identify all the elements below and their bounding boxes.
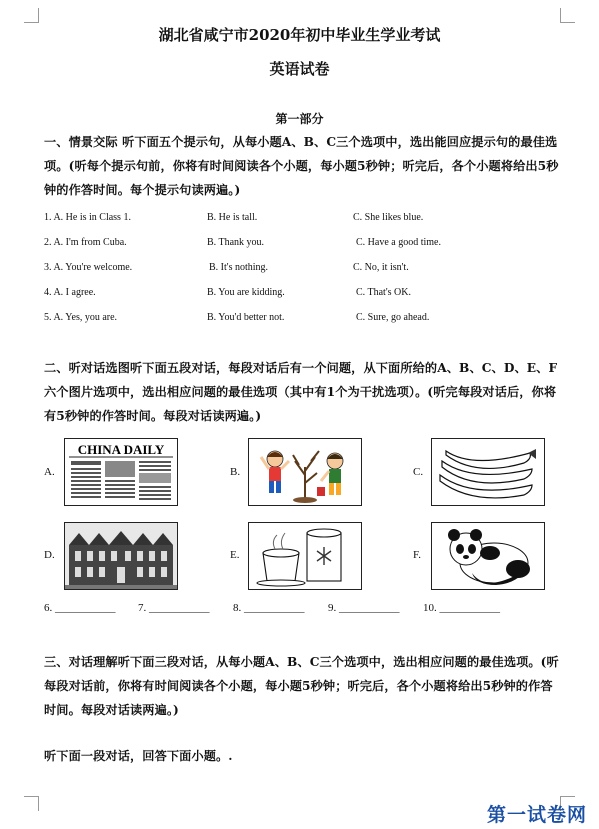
- q1-option-c: C. She likes blue.: [353, 212, 424, 223]
- picture-f-panda: [431, 522, 545, 590]
- picture-d-label: D.: [44, 549, 55, 561]
- q5-option-c: C. Sure, go ahead.: [356, 312, 430, 323]
- q4-option-b: B. You are kidding.: [207, 287, 285, 298]
- part-heading: 第一部分: [275, 112, 324, 126]
- picture-c-bananas: [431, 438, 545, 506]
- picture-b-planting-tree: [248, 438, 362, 506]
- q1-option-b: B. He is tall.: [207, 212, 258, 223]
- corner-mark-top-right: [560, 8, 575, 23]
- answer-blank-7[interactable]: 7. ___________: [138, 602, 210, 614]
- q5-option-b: B. You'd better not.: [207, 312, 285, 323]
- answer-blank-8[interactable]: 8. ___________: [233, 602, 305, 614]
- picture-d-building: [64, 522, 178, 590]
- picture-b-label: B.: [230, 466, 241, 478]
- q2-option-a: 2. A. I'm from Cuba.: [44, 237, 127, 248]
- corner-mark-bottom-left: [24, 796, 39, 811]
- picture-e-label: E.: [230, 549, 240, 561]
- q2-option-c: C. Have a good time.: [356, 237, 441, 248]
- corner-mark-top-left: [24, 8, 39, 23]
- q3-option-b: B. It's nothing.: [209, 262, 269, 273]
- section2-instruction: 二、听对话选图听下面五段对话，每段对话后有一个问题，从下面所给的A、B、C、D、E、F六个图片选项中，选出相应问题的最佳选项（其中有1个为干扰选项）。(听完每段对话后，你将有5秒钟的作答时间。每段对话读两遍。): [44, 361, 558, 423]
- q3-option-a: 3. A. You're welcome.: [44, 262, 133, 273]
- q4-option-c: C. That's OK.: [356, 287, 411, 298]
- answer-blank-9[interactable]: 9. ___________: [328, 602, 400, 614]
- answer-blank-10[interactable]: 10. ___________: [423, 602, 500, 614]
- site-watermark-logo: 第一试卷网: [486, 804, 587, 826]
- picture-e-tea: [248, 522, 362, 590]
- exam-title: 湖北省咸宁市2020年初中毕业生学业考试: [158, 26, 441, 44]
- section4-intro: 听下面一段对话，回答下面小题。.: [44, 749, 233, 763]
- q4-option-a: 4. A. I agree.: [44, 287, 96, 298]
- q3-option-c: C. No, it isn't.: [353, 262, 409, 273]
- picture-f-label: F.: [413, 549, 421, 561]
- answer-blank-6[interactable]: 6. ___________: [44, 602, 116, 614]
- q5-option-a: 5. A. Yes, you are.: [44, 312, 118, 323]
- q2-option-b: B. Thank you.: [207, 237, 265, 248]
- section3-instruction: 三、对话理解听下面三段对话，从每小题A、B、C三个选项中，选出相应问题的最佳选项。(听每段对话前，你将有时间阅读各个小题，每小题5秒钟；听完后，各个小题将给出5秒钟的作答时间。每段对话读两遍。): [44, 655, 559, 717]
- newspaper-masthead: CHINA DAILY: [77, 442, 165, 457]
- section1-instruction: 一、情景交际 听下面五个提示句，从每小题A、B、C三个选项中，选出能回应提示句的最佳选项。(听每个提示句前，你将有时间阅读各个小题，每小题5秒钟；听完后，各个小题将给出5秒钟的作答时间。每个提示句读两遍。): [44, 135, 559, 197]
- exam-subtitle: 英语试卷: [269, 60, 330, 78]
- picture-a-label: A.: [44, 466, 55, 478]
- picture-a-newspaper: [64, 438, 178, 506]
- picture-c-label: C.: [413, 466, 424, 478]
- q1-option-a: 1. A. He is in Class 1.: [44, 212, 131, 223]
